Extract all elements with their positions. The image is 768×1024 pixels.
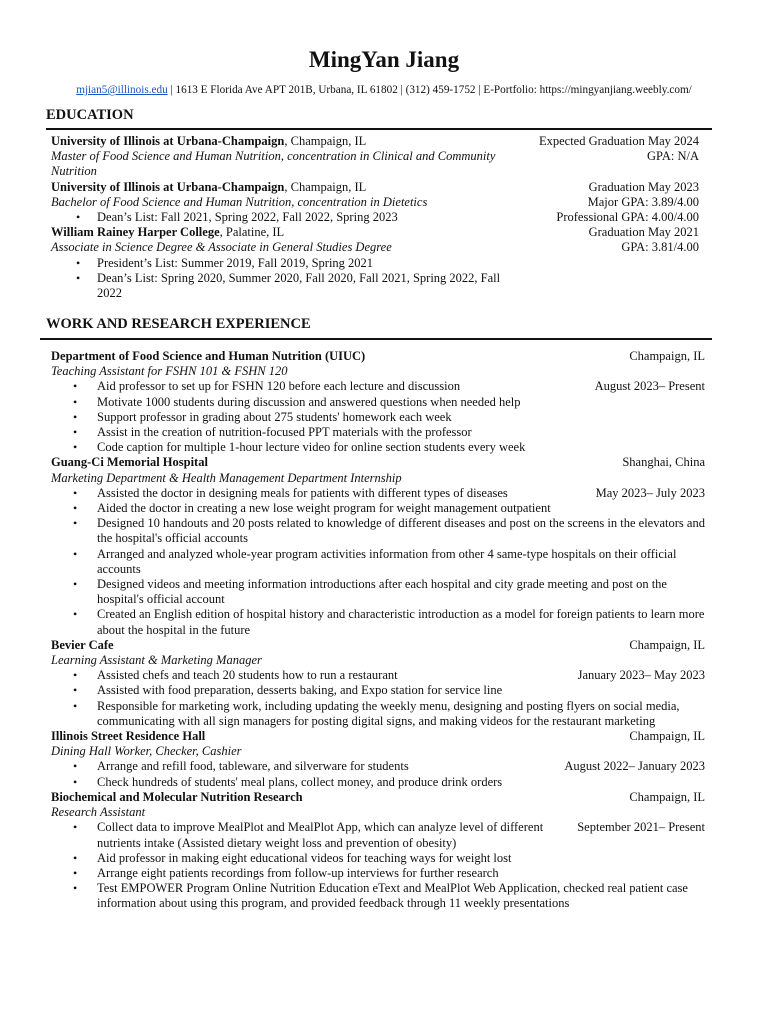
work-location: Champaign, IL [629, 349, 705, 363]
work-date: September 2021– Present [577, 820, 705, 835]
list-item: • Aided the doctor in creating a new lose weight program for weight management outpatient [51, 501, 705, 516]
work-date: August 2023– Present [594, 379, 705, 394]
organization-name: Guang-Ci Memorial Hospital [51, 455, 208, 470]
list-item: • Assisted chefs and teach 20 students how to run a restaurant January 2023– May 2023 [51, 668, 705, 683]
list-item: • Assisted the doctor in designing meals for patients with different types of diseases May 2023– July 2023 [51, 486, 705, 501]
graduation-date: Expected Graduation May 2024 [538, 134, 699, 148]
list-item: • Aid professor in making eight educational videos for teaching ways for weight lost [51, 851, 705, 866]
list-item: • Dean’s List: Spring 2020, Summer 2020, Fall 2020, Fall 2021, Spring 2022, Fall 2022 [51, 271, 699, 301]
resume-name: MingYan Jiang [308, 47, 460, 72]
contact-details: | 1613 E Florida Ave APT 201B, Urbana, IL 61802 | (312) 459-1752 | E-Portfolio: https://mingyanjiang.weebly.com/ [167, 84, 692, 96]
work-location: Champaign, IL [629, 637, 705, 652]
list-item: • Arrange eight patients recordings from follow-up interviews for further research [51, 866, 705, 881]
role-title: Research Assistant [51, 805, 146, 820]
school-location: , Champaign, IL [284, 134, 367, 148]
organization-name: Department of Food Science and Human Nutrition (UIUC) [51, 349, 366, 363]
degree: Associate in Science Degree & Associate in General Studies Degree [51, 240, 392, 255]
work-location: Shanghai, China [622, 455, 705, 470]
list-item: • Collect data to improve MealPlot and MealPlot App, which can analyze level of different nutrients intake (Assisted dietary weight loss and prevention of obesity) September 2021– Present [51, 820, 705, 850]
list-item: • Designed videos and meeting information introductions after each hospital and city grade meeting and post on the hospital's official account [51, 577, 705, 607]
role-title: Dining Hall Worker, Checker, Cashier [51, 744, 242, 759]
list-item: • Arranged and analyzed whole-year program activities information from other 4 same-type hospitals on their official accounts [51, 547, 705, 577]
graduation-date: Graduation May 2023 [588, 179, 699, 194]
work-section [51, 349, 705, 912]
list-item: • Test EMPOWER Program Online Nutrition Education eText and MealPlot Web Application, checked real patient case information about using this program, and provided feedback through 11 weekly presentations [51, 881, 705, 911]
work-date: January 2023– May 2023 [577, 668, 705, 683]
email-link[interactable]: mjian5@illinois.edu [76, 84, 168, 96]
contact-line [0, 83, 768, 97]
education-heading: EDUCATION [46, 107, 134, 123]
education-entry-harper [51, 225, 699, 240]
role-title: Teaching Assistant for FSHN 101 & FSHN 120 [51, 364, 288, 379]
work-location: Champaign, IL [629, 789, 705, 804]
list-item: • Designed 10 handouts and 20 posts related to knowledge of different diseases and post on the screens in the elevators and the hospital's official accounts [51, 516, 705, 546]
gpa: GPA: 3.81/4.00 [621, 240, 699, 255]
school-name: University of Illinois at Urbana-Champaign [51, 134, 285, 148]
school-name: William Rainey Harper College [51, 225, 220, 240]
work-entry-guang-ci [51, 455, 705, 470]
degree: Master of Food Science and Human Nutrition, concentration in Clinical and Community Nutrition [51, 149, 496, 179]
work-entry-isr-dining [51, 729, 705, 744]
list-item: • Code caption for multiple 1-hour lecture video for online section students every week [51, 440, 705, 455]
work-divider [40, 338, 712, 340]
list-item: • Motivate 1000 students during discussion and answered questions when needed help [51, 395, 705, 410]
list-item: • Created an English edition of hospital history and characteristic introduction as a model for foreign patients to learn more about the hospital in the future [51, 607, 705, 637]
list-item: • Assisted with food preparation, desserts baking, and Expo station for service line [51, 683, 705, 698]
list-item: • Support professor in grading about 275 students' homework each week [51, 410, 705, 425]
list-item: • Responsible for marketing work, including updating the weekly menu, designing and posting flyers on social media, communicating with all sign managers for posting digital signs, and making videos for the restaurant marketing [51, 699, 705, 729]
work-heading: WORK AND RESEARCH EXPERIENCE [46, 316, 311, 332]
work-entry-fshn [51, 349, 705, 364]
education-divider [46, 128, 712, 130]
work-date: May 2023– July 2023 [595, 485, 705, 500]
work-date: August 2022– January 2023 [564, 759, 705, 774]
list-item: • Check hundreds of students' meal plans, collect money, and produce drink orders [51, 775, 705, 790]
role-title: Marketing Department & Health Management Department Internship [51, 470, 402, 485]
work-entry-bevier-cafe [51, 638, 705, 653]
work-entry-research [51, 790, 705, 805]
school-name: University of Illinois at Urbana-Champaign [51, 179, 285, 194]
education-section [51, 134, 699, 301]
role-title: Learning Assistant & Marketing Manager [51, 653, 262, 668]
list-item: • Dean’s List: Fall 2021, Spring 2022, Fall 2022, Spring 2023 Professional GPA: 4.00/4.00 [51, 210, 699, 225]
professional-gpa: Professional GPA: 4.00/4.00 [556, 210, 699, 225]
education-entry-uiuc-master [51, 134, 699, 149]
work-location: Champaign, IL [629, 729, 705, 744]
list-item: • President’s List: Summer 2019, Fall 2019, Spring 2021 [51, 256, 699, 271]
organization-name: Bevier Cafe [51, 637, 114, 652]
organization-name: Biochemical and Molecular Nutrition Research [51, 789, 303, 804]
gpa: GPA: N/A [647, 149, 699, 164]
organization-name: Illinois Street Residence Hall [51, 729, 206, 744]
education-entry-uiuc-bachelor [51, 180, 699, 195]
major-gpa: Major GPA: 3.89/4.00 [587, 194, 699, 209]
list-item: • Assist in the creation of nutrition-focused PPT materials with the professor [51, 425, 705, 440]
school-location: , Palatine, IL [219, 225, 285, 240]
graduation-date: Graduation May 2021 [588, 225, 699, 240]
list-item: • Arrange and refill food, tableware, and silverware for students August 2022– January 2023 [51, 759, 705, 774]
school-location: , Champaign, IL [284, 179, 367, 194]
degree: Bachelor of Food Science and Human Nutrition, concentration in Dietetics [51, 194, 428, 209]
list-item: • Aid professor to set up for FSHN 120 before each lecture and discussion August 2023– Present [51, 379, 705, 394]
